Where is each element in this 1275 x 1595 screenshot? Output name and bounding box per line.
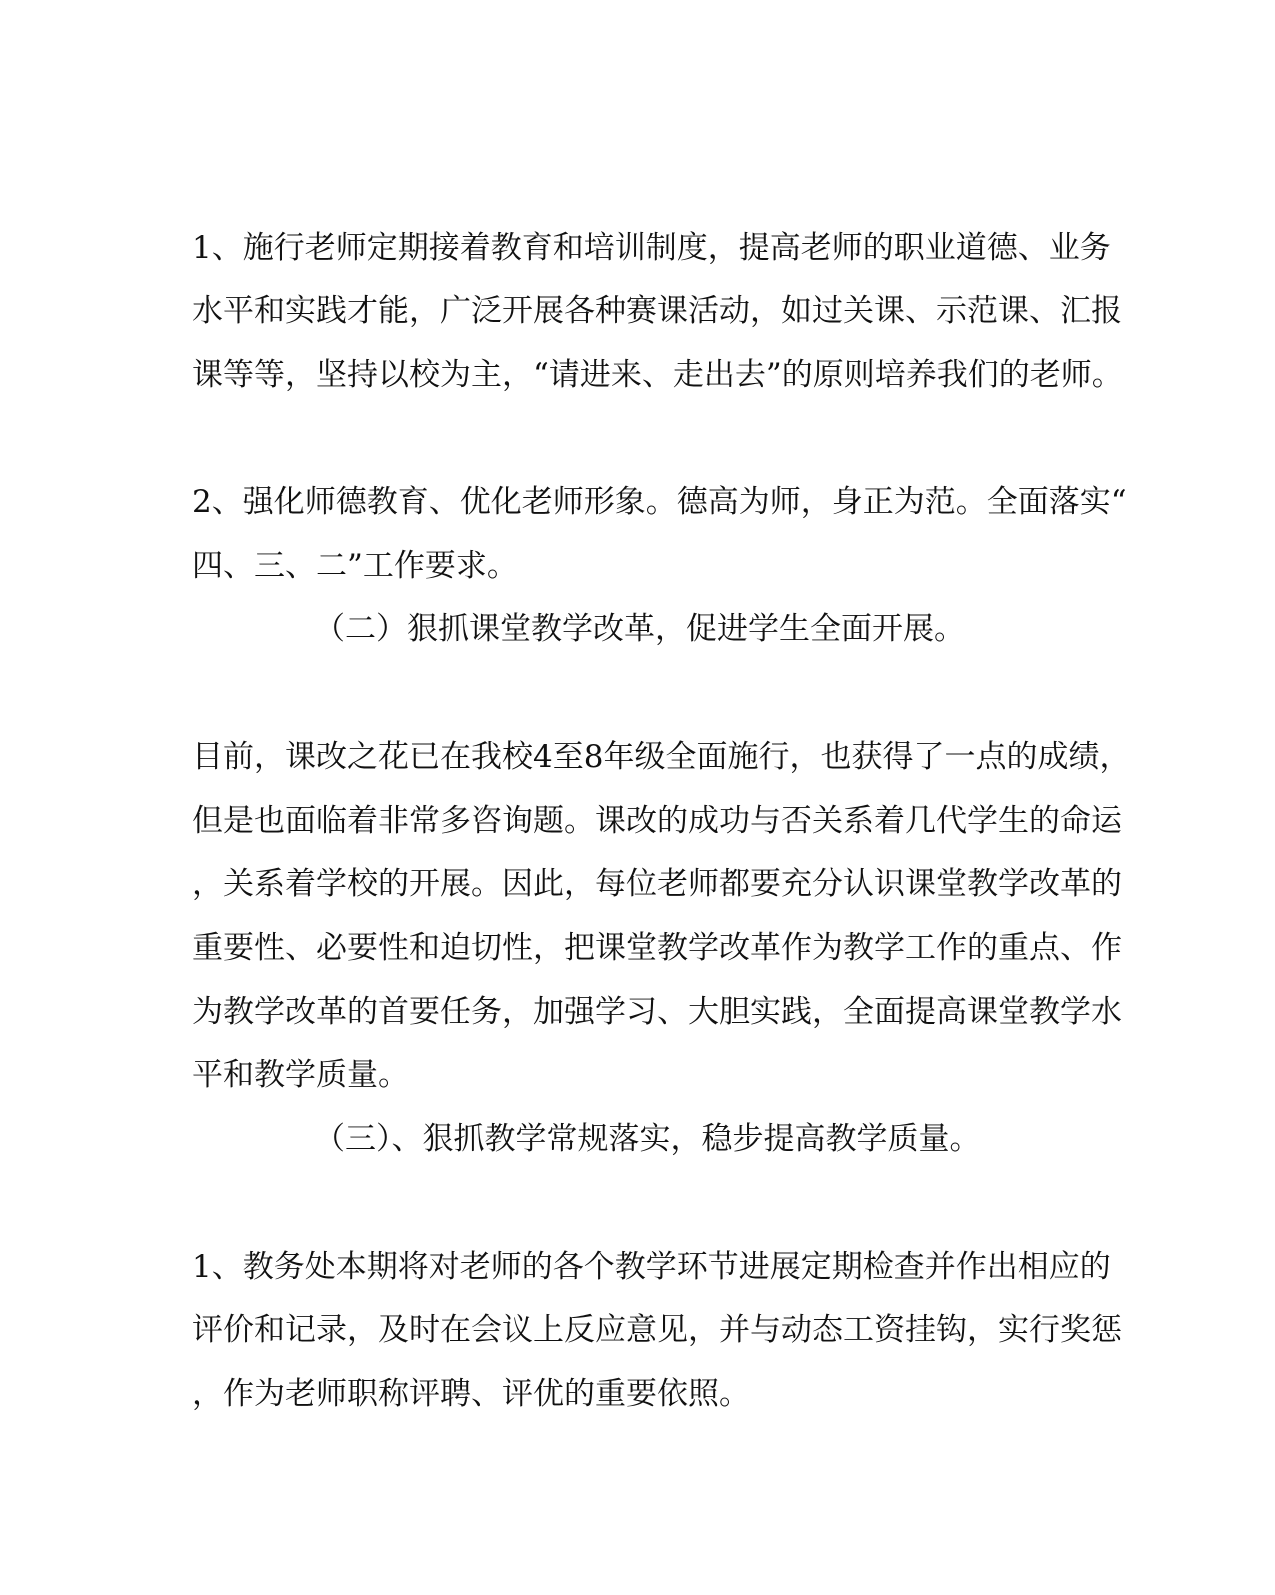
paragraph-1-line-3: 课等等，坚持以校为主，“请进来、走出去”的原则培养我们的老师。 — [192, 357, 1123, 393]
paragraph-1-line-1: 1、施行老师定期接着教育和培训制度，提高老师的职业道德、业务 — [192, 230, 1111, 266]
paragraph-2-line-1: 2、强化师德教育、优化老师形象。德高为师，身正为范。全面落实“ — [192, 484, 1127, 520]
section-heading-3: （三）、狠抓教学常规落实，稳步提高教学质量。 — [314, 1121, 981, 1157]
paragraph-4-line-3: ，作为老师职称评聘、评优的重要依照。 — [192, 1376, 750, 1412]
paragraph-2-line-2: 四、三、二”工作要求。 — [192, 548, 518, 584]
section-heading-2: （二）狠抓课堂教学改革，促进学生全面开展。 — [314, 611, 965, 647]
paragraph-3-line-6: 平和教学质量。 — [192, 1057, 409, 1093]
paragraph-3-line-1: 目前，课改之花已在我校4至8年级全面施行，也获得了一点的成绩， — [192, 739, 1131, 775]
paragraph-3-line-4: 重要性、必要性和迫切性，把课堂教学改革作为教学工作的重点、作 — [192, 930, 1122, 966]
paragraph-3-line-2: 但是也面临着非常多咨询题。课改的成功与否关系着几代学生的命运 — [192, 803, 1122, 839]
paragraph-4-line-1: 1、教务处本期将对老师的各个教学环节进展定期检查并作出相应的 — [192, 1249, 1111, 1285]
paragraph-3-line-5: 为教学改革的首要任务，加强学习、大胆实践，全面提高课堂教学水 — [192, 994, 1122, 1030]
paragraph-1-line-2: 水平和实践才能，广泛开展各种赛课活动，如过关课、示范课、汇报 — [192, 293, 1122, 329]
paragraph-3-line-3: ，关系着学校的开展。因此，每位老师都要充分认识课堂教学改革的 — [192, 866, 1122, 902]
paragraph-4-line-2: 评价和记录，及时在会议上反应意见，并与动态工资挂钩，实行奖惩 — [192, 1312, 1122, 1348]
